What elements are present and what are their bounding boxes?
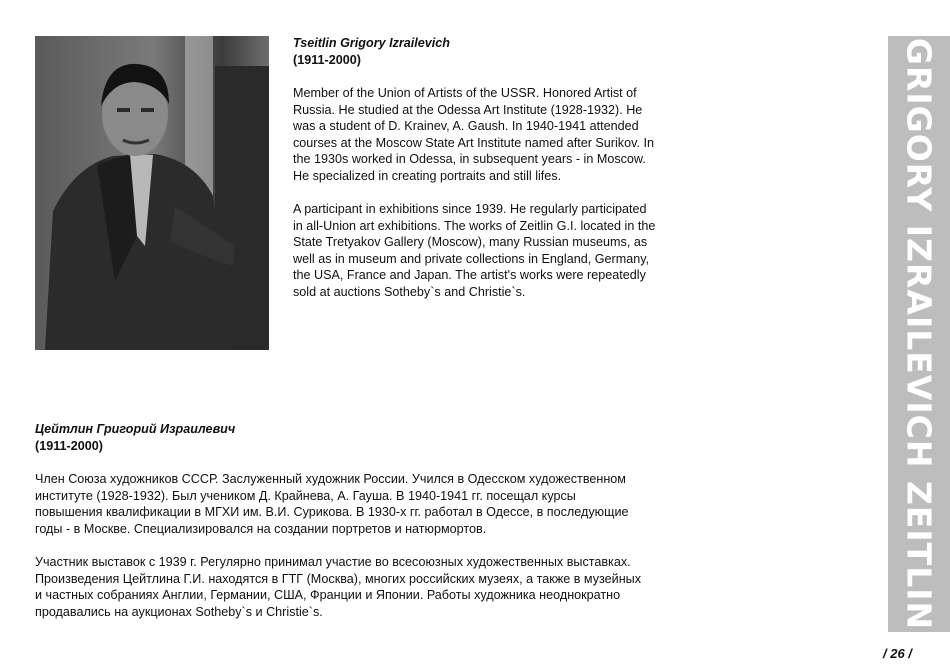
page-number: / 26 / <box>883 646 912 661</box>
russian-paragraph-2: Участник выставок с 1939 г. Регулярно принимал участие во всесоюзных художественных выставках. Произведения Цейтлина Г.И. находятся в ГТГ (Москва), многих российских музеях, а также в музейных и частных собраниях Англии, Германии, США, Франции и Японии. Работы художника неоднократно продавались на аукционах Sotheby`s и Christie`s. <box>35 555 642 619</box>
russian-biography <box>35 421 645 620</box>
side-title-band <box>888 36 950 632</box>
english-artist-dates: (1911-2000) <box>293 52 361 67</box>
russian-artist-name: Цейтлин Григорий Израилевич <box>35 422 236 436</box>
russian-artist-dates: (1911-2000) <box>35 438 103 453</box>
russian-paragraph-1: Член Союза художников СССР. Заслуженный художник России. Учился в Одесском художественном институте (1928-1932). Был учеником Д. Крайнева, А. Гауша. В 1940-1941 гг. посещал курсы повышения квалификации в МГХИ им. В.И. Сурикова. В 1930-х гг. работал в Одессе, в последующие годы - в Москве. Специализировался на создании портретов и натюрмортов. <box>35 472 629 536</box>
english-paragraph-2: A participant in exhibitions since 1939. He regularly participated in all-Union art exhibitions. The works of Zeitlin G.I. located in the State Tretyakov Gallery (Moscow), many Russian museums, as well as in museum and private collections in England, Germany, the USA, France and Japan. The artist's works were repeatedly sold at auctions Sotheby`s and Christie`s. <box>293 202 656 299</box>
english-paragraph-1: Member of the Union of Artists of the USSR. Honored Artist of Russia. He studied at the Odessa Art Institute (1928-1932). He was a student of D. Krainev, A. Gaush. In 1940-1941 attended courses at the Moscow State Art Institute named after Surikov. In the 1930s worked in Odessa, in subsequent years - in Moscow. He specialized in creating portraits and still lifes. <box>293 86 654 183</box>
english-artist-name: Tseitlin Grigory Izrailevich <box>293 36 451 50</box>
artist-portrait-photo <box>35 36 269 350</box>
side-title: GRIGORY IZRAILEVICH ZEITLIN <box>899 37 939 631</box>
english-biography <box>293 35 658 300</box>
